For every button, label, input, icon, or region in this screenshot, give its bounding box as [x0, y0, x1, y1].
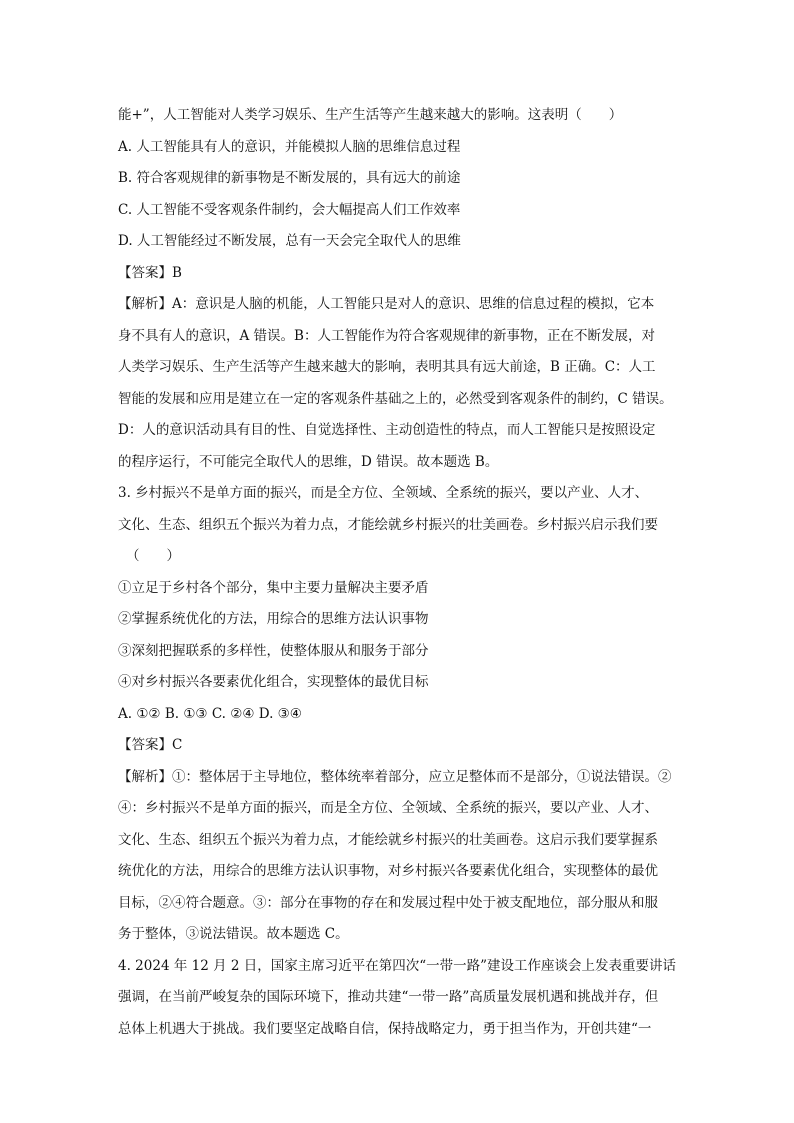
q2-option-a: A. 人工智能具有人的意识，并能模拟人脑的思维信息过程: [118, 138, 461, 155]
q2-analysis-line: D：人的意识活动具有目的性、自觉选择性、主动创造性的特点，而人工智能只是按照设定: [118, 422, 656, 438]
q2-analysis-line: 智能的发展和应用是建立在一定的客观条件基础之上的，必然受到客观条件的制约，C 错误。: [118, 390, 673, 407]
q3-options: A. ①② B. ①③ C. ②④ D. ③④: [118, 705, 302, 722]
q3-stem-bracket: （ ）: [126, 548, 180, 564]
q2-option-b: B. 符合客观规律的新事物是不断发展的，具有远大的前途: [118, 170, 461, 186]
q4-stem-line: 4. 2024 年 12 月 2 日，国家主席习近平在第四次“一带一路”建设工作座谈会上发表重要讲话: [118, 957, 677, 974]
q3-analysis-line: 目标，②④符合题意。③：部分在事物的存在和发展过程中处于被支配地位，部分服从和服: [118, 894, 658, 911]
q2-analysis-line: 身不具有人的意识，A 错误。B：人工智能作为符合客观规律的新事物，正在不断发展，对: [118, 327, 655, 344]
q2-option-c: C. 人工智能不受客观条件制约，会大幅提高人们工作效率: [118, 201, 461, 218]
q2-analysis-line: 人类学习娱乐、生产生活等产生越来越大的影响，表明其具有远大前途，B 正确。C：人工: [118, 359, 656, 375]
q3-stem-line: 文化、生态、组织五个振兴为着力点，才能绘就乡村振兴的壮美画卷。乡村振兴启示我们要: [118, 516, 658, 533]
q3-choice-3: ③深刻把握联系的多样性，使整体服从和服务于部分: [118, 642, 429, 659]
q2-option-d: D. 人工智能经过不断发展，总有一天会完全取代人的思维: [118, 233, 461, 249]
q3-analysis-line: 务于整体，③说法错误。故本题选 C。: [118, 926, 349, 942]
document-body: [118, 100, 678, 1045]
q3-choice-1: ①立足于乡村各个部分，集中主要力量解决主要矛盾: [118, 579, 429, 596]
q3-answer: 【答案】C: [118, 737, 183, 753]
q3-analysis-line: 文化、生态、组织五个振兴为着力点，才能绘就乡村振兴的壮美画卷。这启示我们要掌握系: [118, 831, 658, 848]
q4-stem-line: 强调，在当前严峻复杂的国际环境下，推动共建“一带一路”高质量发展机遇和挑战并存，但: [118, 989, 659, 1005]
q2-analysis-line: 的程序运行，不可能完全取代人的思维，D 错误。故本题选 B。: [118, 453, 499, 470]
q2-answer: 【答案】B: [118, 264, 182, 281]
q3-choice-4: ④对乡村振兴各要素优化组合，实现整体的最优目标: [118, 674, 429, 690]
q3-stem-line: 3. 乡村振兴不是单方面的振兴，而是全方位、全领域、全系统的振兴，要以产业、人才、: [118, 485, 649, 501]
q3-analysis-line: 【解析】①：整体居于主导地位，整体统率着部分，应立足整体而不是部分，①说法错误。②: [118, 768, 672, 785]
q3-choice-2: ②掌握系统优化的方法，用综合的思维方法认识事物: [118, 611, 429, 627]
q3-analysis-line: ④：乡村振兴不是单方面的振兴，而是全方位、全领域、全系统的振兴，要以产业、人才、: [118, 800, 658, 816]
q4-stem-line: 总体上机遇大于挑战。我们要坚定战略自信，保持战略定力，勇于担当作为，开创共建“一: [118, 1020, 652, 1037]
q2-analysis-line: 【解析】A：意识是人脑的机能，人工智能只是对人的意识、思维的信息过程的模拟，它本: [118, 296, 655, 312]
q2-stem-line: 能+”，人工智能对人类学习娱乐、生产生活等产生越来越大的影响。这表明（ ）: [118, 107, 623, 123]
q3-analysis-line: 统优化的方法，用综合的思维方法认识事物，对乡村振兴各要素优化组合，实现整体的最优: [118, 863, 658, 879]
